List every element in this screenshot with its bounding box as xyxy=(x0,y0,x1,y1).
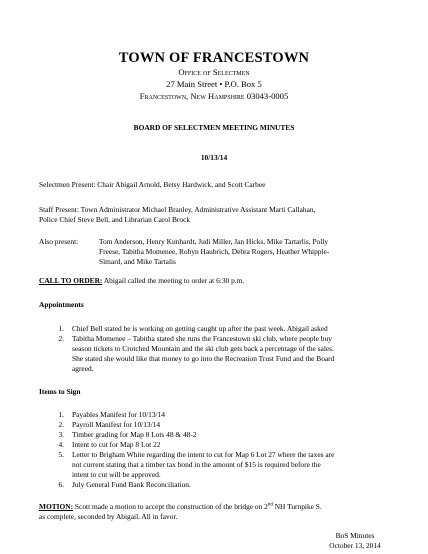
selectmen-present: Selectmen Present: Chair Abigail Arnold, Betsy Hardwick, and Scott Carbee xyxy=(39,180,266,189)
street-address: 27 Main Street • P.O. Box 5 xyxy=(166,79,262,89)
office-name: Office of Selectmen xyxy=(178,67,250,77)
meeting-date: 10/13/14 xyxy=(200,153,228,162)
motion-line-1 xyxy=(39,502,322,511)
also-present-label: Also present: xyxy=(39,237,79,246)
list-item: Payroll Manifest for 10/13/14 xyxy=(72,420,161,429)
call-to-order xyxy=(39,276,244,285)
list-item-continued: She stated she would like that money to go into the Recreation Trust Fund and the Board xyxy=(72,354,335,363)
list-item-continued: agreed. xyxy=(72,364,94,373)
motion-text-a: Scott made a motion to accept the construction of the bridge on 2 xyxy=(73,502,268,511)
also-present-line-1: Tom Anderson, Henry Kunhardt, Judi Miller, Jan Hicks, Mike Tartarlis, Polly xyxy=(99,237,329,246)
list-item: Letter to Brigham White regarding the intent to cut for Map 6 Lot 27 where the taxes are xyxy=(72,450,335,459)
appointments-heading: Appointments xyxy=(39,300,84,309)
list-item-number: 2. xyxy=(58,420,64,429)
also-present-line-2: Freese, Tabitha Momenee, Robyn Haubrich, Debra Rogers, Heather Whipple- xyxy=(99,247,330,256)
document-title: BOARD OF SELECTMEN MEETING MINUTES xyxy=(133,123,295,132)
list-item-number: 4. xyxy=(58,440,64,449)
also-present-line-3: Simard, and Mike Tartalis xyxy=(99,257,176,266)
list-item-number: 1. xyxy=(58,410,64,419)
list-item: Intent to cut for Map 8 Lot 22 xyxy=(72,440,161,449)
motion-superscript: nd xyxy=(267,502,273,508)
list-item-continued: intent to cut will be approved. xyxy=(72,470,161,479)
list-item-continued: season tickets to Crotched Mountain and the ski club gets back a percentage of the sales. xyxy=(72,344,334,353)
list-item: Tabitha Momenee – Tabitha stated she runs the Francestown ski club, where people buy xyxy=(72,334,332,343)
letterhead xyxy=(0,50,428,102)
call-to-order-label: CALL TO ORDER: xyxy=(39,276,103,285)
staff-present-line-2: Police Chief Steve Bell, and Librarian Carol Brock xyxy=(39,215,191,224)
list-item-number: 5. xyxy=(58,450,64,459)
town-name: TOWN OF FRANCESTOWN xyxy=(118,50,310,66)
list-item-number: 6. xyxy=(58,480,64,489)
list-item-number: 2. xyxy=(58,334,64,343)
list-item: Timber grading for Map 8 Lots 48 & 48-2 xyxy=(72,430,197,439)
footer-title: BoS Minutes xyxy=(335,531,375,540)
list-item: Chief Bell stated he is working on getting caught up after the past week. Abigail asked xyxy=(72,324,328,333)
items-to-sign-heading: Items to Sign xyxy=(39,387,81,396)
footer-date: October 13, 2014 xyxy=(329,541,381,550)
motion-line-2: as complete, seconded by Abigail. All in favor. xyxy=(39,512,178,521)
list-item: July General Fund Bank Reconciliation. xyxy=(72,480,191,489)
motion-text-b: NH Turnpike S. xyxy=(272,502,322,511)
list-item: Payables Manifest for 10/13/14 xyxy=(72,410,165,419)
staff-present-line-1: Staff Present: Town Administrator Michael Branley, Administrative Assistant Marti Callahan, xyxy=(39,205,316,214)
list-item-number: 3. xyxy=(58,430,64,439)
motion-label: MOTION: xyxy=(39,502,74,511)
city-address: Francestown, New Hampshire 03043-0005 xyxy=(139,91,289,101)
call-to-order-text: Abigail called the meeting to order at 6:30 p.m. xyxy=(102,276,245,285)
list-item-continued: not current stating that a timber tax bond in the amount of $15 is required before the xyxy=(72,460,321,469)
list-item-number: 1. xyxy=(58,324,64,333)
